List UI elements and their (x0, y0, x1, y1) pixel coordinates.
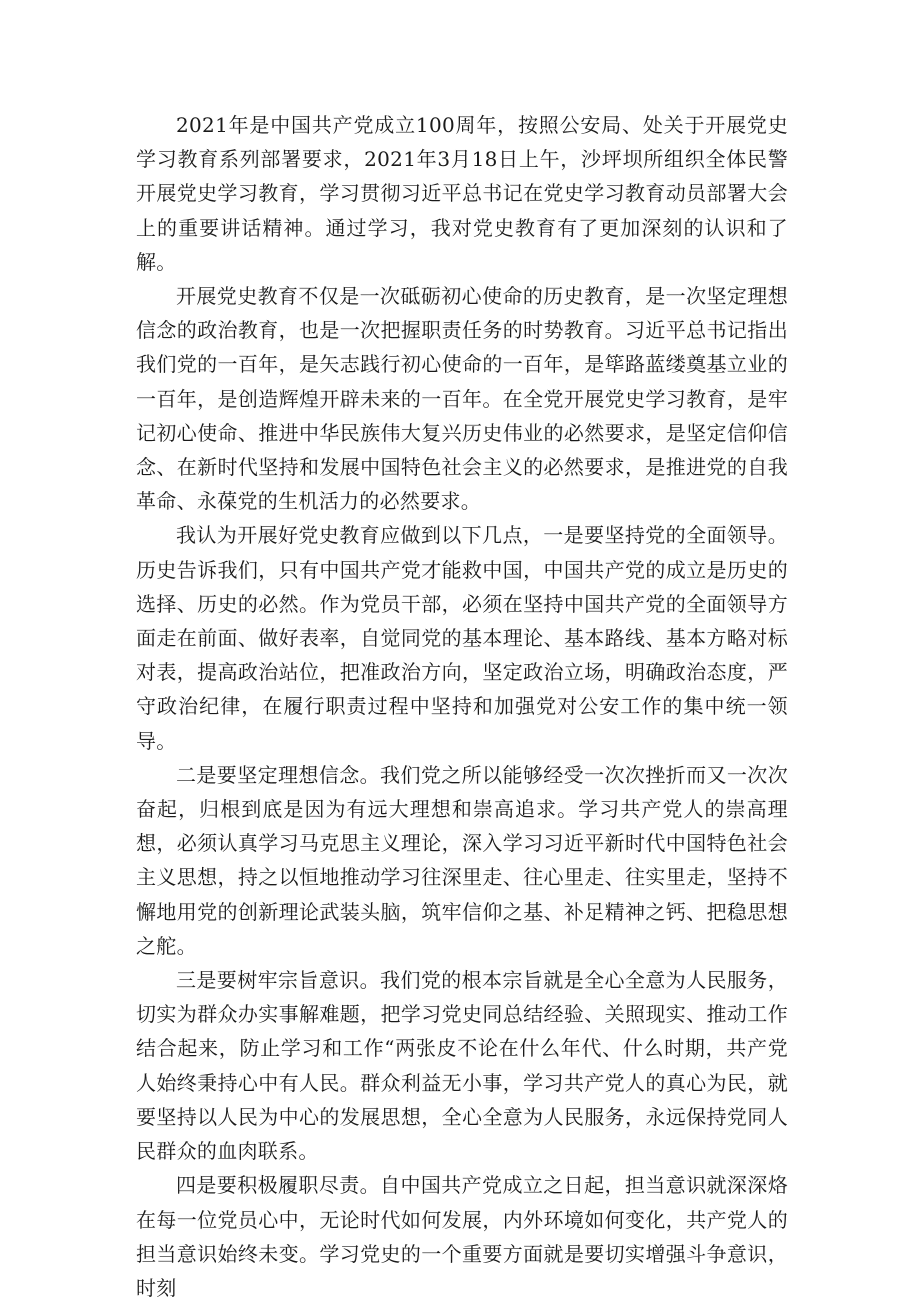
paragraph-6: 四是要积极履职尽责。自中国共产党成立之日起，担当意识就深深烙在每一位党员心中，无论时代如何发展，内外环境如何变化，共产党人的担当意识始终未变。学习党史的一个重要方面就是要切实增强斗争意识，时刻 (136, 1173, 788, 1300)
document-page (136, 108, 788, 1305)
paragraph-3: 我认为开展好党史教育应做到以下几点，一是要坚持党的全面领导。历史告诉我们，只有中国共产党才能救中国，中国共产党的成立是历史的选择、历史的必然。作为党员干部，必须在坚持中国共产党的全面领导方面走在前面、做好表率，自觉同党的基本理论、基本路线、基本方略对标对表，提高政治站位，把准政治方向，坚定政治立场，明确政治态度，严守政治纪律，在履行职责过程中坚持和加强党对公安工作的集中统一领导。 (136, 523, 788, 753)
paragraph-5: 三是要树牢宗旨意识。我们党的根本宗旨就是全心全意为人民服务，切实为群众办实事解难题，把学习党史同总结经验、关照现实、推动工作结合起来，防止学习和工作“两张皮不论在什么年代、什么时期，共产党人始终秉持心中有人民。群众利益无小事，学习共产党人的真心为民，就要坚持以人民为中心的发展思想，全心全意为人民服务，永远保持党同人民群众的血肉联系。 (136, 968, 788, 1164)
paragraph-2: 开展党史教育不仅是一次砥砺初心使命的历史教育，是一次坚定理想信念的政治教育，也是一次把握职责任务的时势教育。习近平总书记指出我们党的一百年，是矢志践行初心使命的一百年，是筚路蓝缕奠基立业的一百年，是创造辉煌开辟未来的一百年。在全党开展党史学习教育，是牢记初心使命、推进中华民族伟大复兴历史伟业的必然要求，是坚定信仰信念、在新时代坚持和发展中国特色社会主义的必然要求，是推进党的自我革命、永葆党的生机活力的必然要求。 (136, 284, 788, 514)
paragraph-1: 2021年是中国共产党成立100周年，按照公安局、处关于开展党史学习教育系列部署要求，2021年3月18日上午，沙坪坝所组织全体民警开展党史学习教育，学习贯彻习近平总书记在党史学习教育动员部署大会上的重要讲话精神。通过学习，我对党史教育有了更加深刻的认识和了解。 (136, 113, 788, 274)
paragraph-4: 二是要坚定理想信念。我们党之所以能够经受一次次挫折而又一次次奋起，归根到底是因为有远大理想和崇高追求。学习共产党人的崇高理想，必须认真学习马克思主义理论，深入学习习近平新时代中国特色社会主义思想，持之以恒地推动学习往深里走、往心里走、往实里走，坚持不懈地用党的创新理论武装头脑，筑牢信仰之基、补足精神之钙、把稳思想之舵。 (136, 762, 788, 958)
